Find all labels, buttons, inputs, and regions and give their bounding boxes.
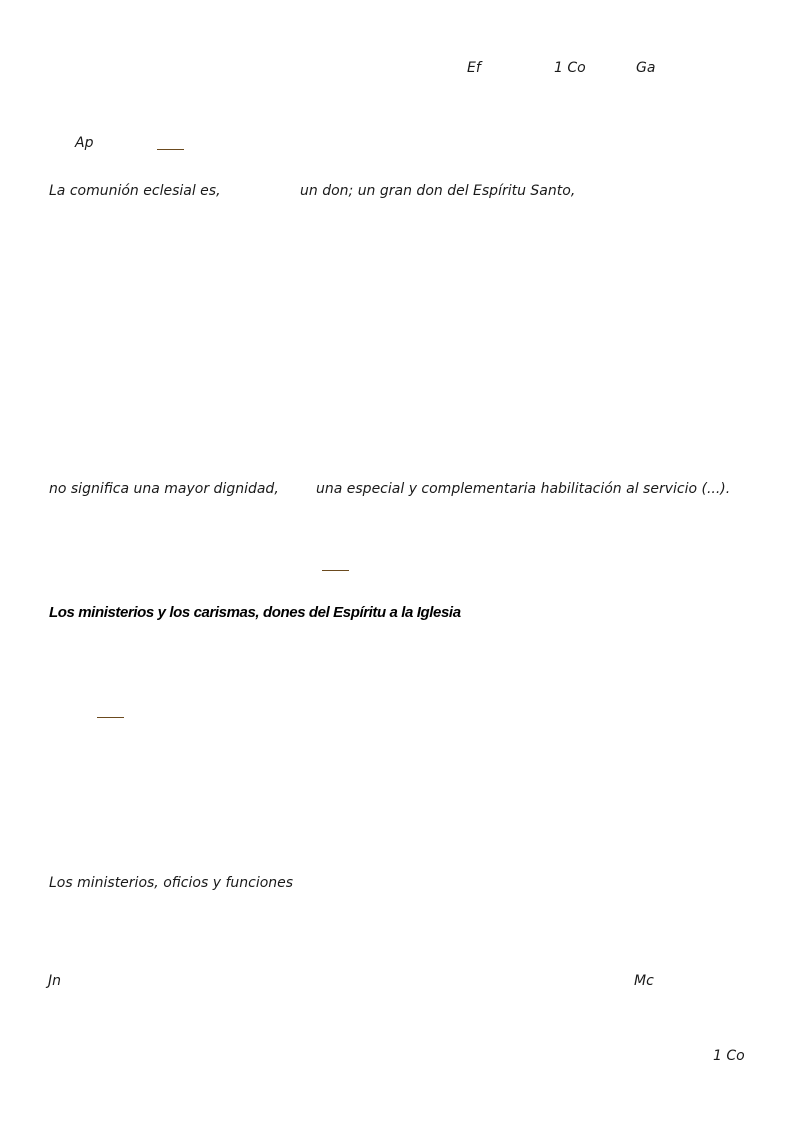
text-comunion-eclesial: La comunión eclesial es, xyxy=(49,183,221,199)
ref-ef: Ef xyxy=(467,60,481,76)
ref-1co-top: 1 Co xyxy=(554,60,586,76)
section-heading: Los ministerios y los carismas, dones del Espíritu a la Iglesia xyxy=(49,604,461,621)
ref-1co-bottom: 1 Co xyxy=(713,1048,745,1064)
text-un-don: un don; un gran don del Espíritu Santo, xyxy=(300,183,576,199)
subheading-ministerios: Los ministerios, oficios y funciones xyxy=(49,875,294,891)
ref-ga: Ga xyxy=(636,60,656,76)
ref-mc: Mc xyxy=(634,973,654,989)
text-habilitacion-servicio: una especial y complementaria habilitación al servicio (...). xyxy=(316,481,731,497)
footnote-link-2[interactable] xyxy=(322,570,349,571)
text-mayor-dignidad: no significa una mayor dignidad, xyxy=(49,481,279,497)
footnote-link-1[interactable] xyxy=(157,149,184,150)
ref-jn: Jn xyxy=(48,973,62,989)
ref-ap: Ap xyxy=(75,135,94,151)
footnote-link-3[interactable] xyxy=(97,717,124,718)
